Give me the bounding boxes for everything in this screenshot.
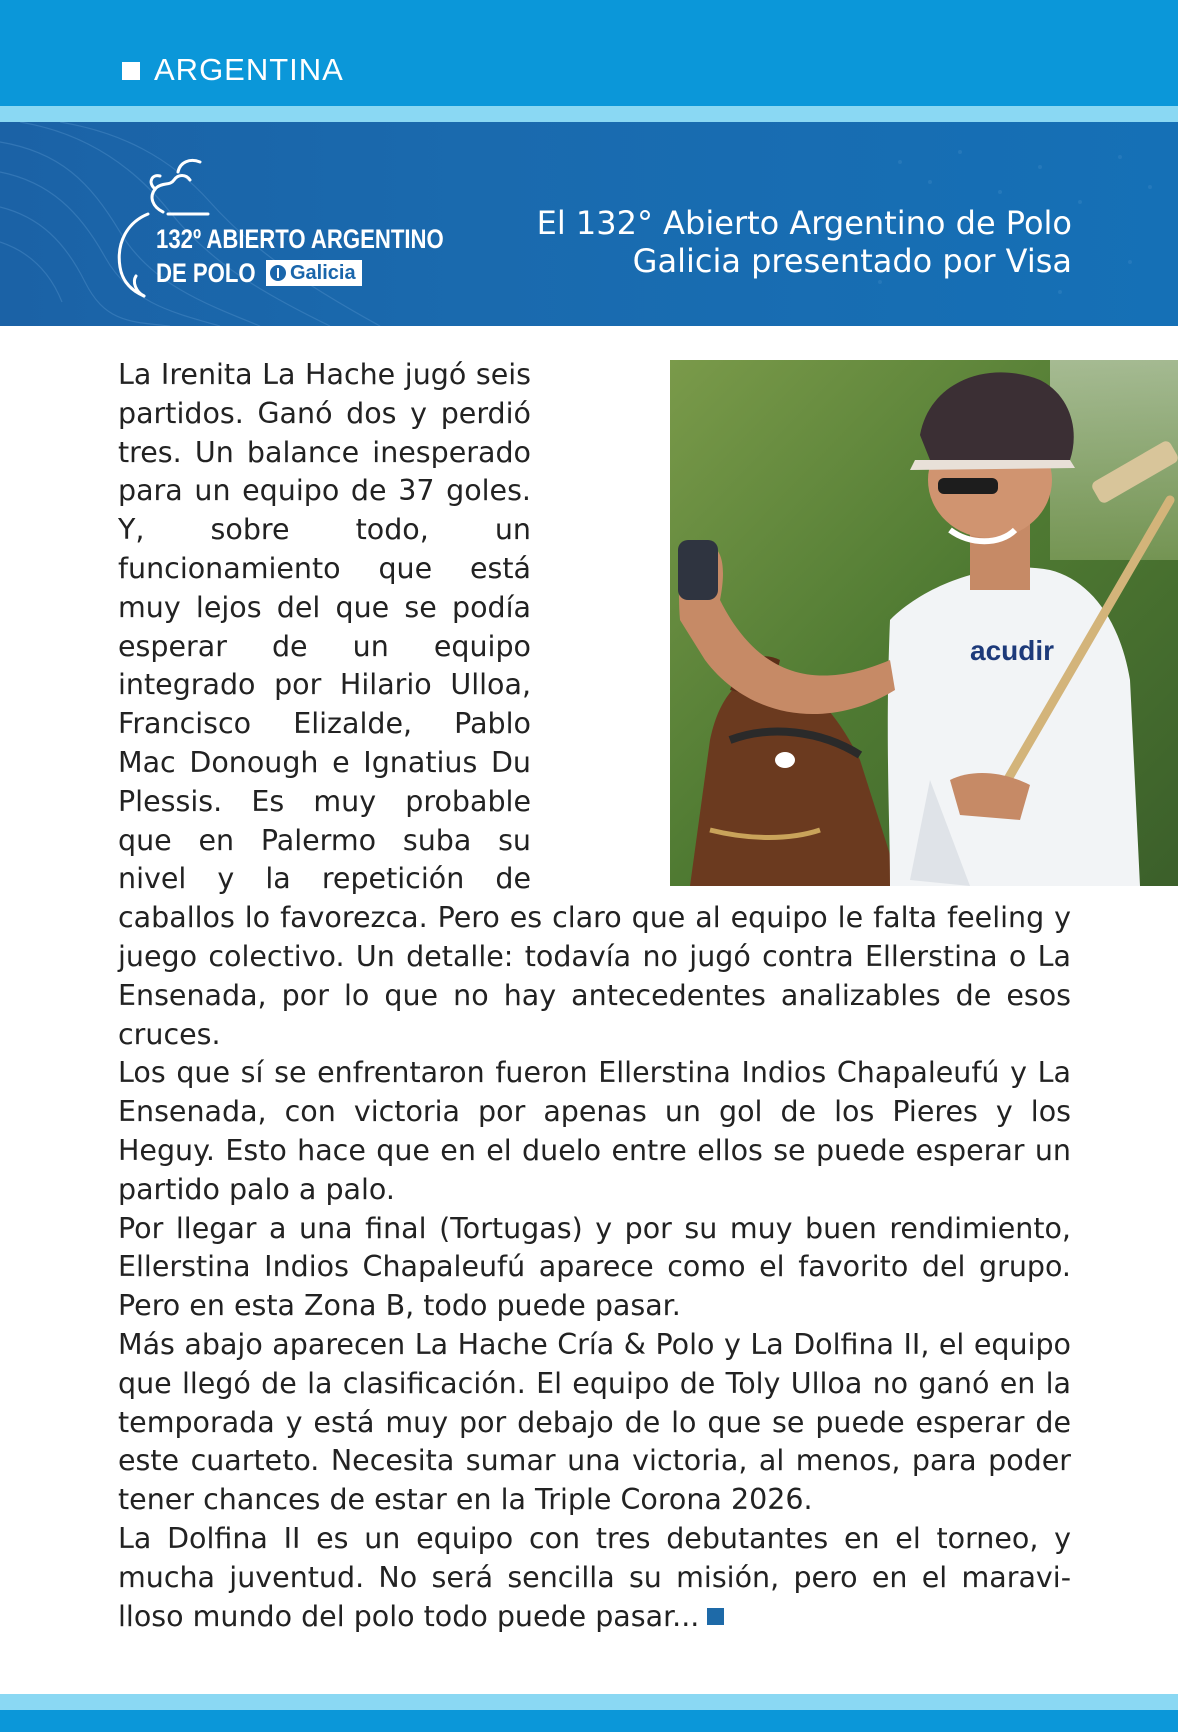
photo-wrap-space [531, 356, 1071, 886]
article-paragraph-3: Por llegar a una final (Tortugas) y por su muy buen rendimiento, Ellerstina Indios Chapaleufú aparece como el favorito del grupo. Pero en esta Zona B, todo puede pasar. [118, 1211, 1071, 1323]
footer-bar [0, 1710, 1178, 1732]
article-body [118, 356, 1071, 1636]
end-of-article-square-icon [707, 1608, 724, 1625]
article-paragraph-2: Los que sí se enfrentaron fueron Ellerstina Indios Chapaleufú y La Ensenada, con victoria por apenas un gol de los Pieres y los Heguy. Esto hace que en el duelo entre ellos se puede esperar un partido palo a palo. [118, 1056, 1071, 1206]
section-header-bar [0, 0, 1178, 106]
section-square-icon [122, 62, 140, 80]
svg-text:acudir: acudir [970, 635, 1055, 666]
tournament-logo [108, 152, 444, 302]
article-paragraph-5-text: La Dolfina II es un equipo con tres debutantes en el torneo, y mucha juventud. No será sencilla su misión, pero en el maravilloso mundo del polo todo puede pasar... [118, 1521, 1071, 1633]
article-title-line2: Galicia presentado por Visa [632, 242, 1072, 280]
logo-title-line1: 132º ABIERTO ARGENTINO [156, 224, 444, 254]
article-paragraph-1: La Irenita La Hache jugó seis partidos. Ganó dos y perdió tres. Un balance inesperado para un equipo de 37 goles. Y, sobre todo, un funcionamiento que está muy lejos del que se podía esperar de un equipo integrado por Hilario Ulloa, Francisco Elizalde, Pablo Mac Donough e Ignatius Du Plessis. Es muy probable que en Palermo suba su nivel y la repetición de caballos lo favorezca. Pero es claro que al equipo le falta feeling y juego colectivo. Un detalle: todavía no jugó contra Ellerstina o La Ensenada, por lo que no hay antecedentes analizables de esos cruces. [118, 358, 1071, 1051]
sponsor-name: Galicia [290, 262, 356, 284]
galicia-mark-icon [270, 265, 286, 281]
logo-title-line2: DE POLO [156, 258, 256, 288]
article-paragraph-5 [118, 1520, 1071, 1636]
article-paragraph-4: Más abajo aparecen La Hache Cría & Polo y La Dolfina II, el equipo que llegó de la clasificación. El equipo de Toly Ulloa no ganó en la temporada y está muy por debajo de lo que se puede esperar de este cuarteto. Necesita sumar una victoria, al menos, para poder tener chances de estar en la Triple Corona 2026. [118, 1327, 1071, 1517]
section-label: ARGENTINA [154, 52, 344, 87]
sponsor-badge [266, 260, 362, 286]
article-title [452, 204, 1072, 280]
article-title-line1: El 132° Abierto Argentino de Polo [536, 204, 1072, 242]
footer-light-stripe [0, 1694, 1178, 1710]
article-banner [0, 122, 1178, 326]
header-divider-stripe [0, 106, 1178, 122]
